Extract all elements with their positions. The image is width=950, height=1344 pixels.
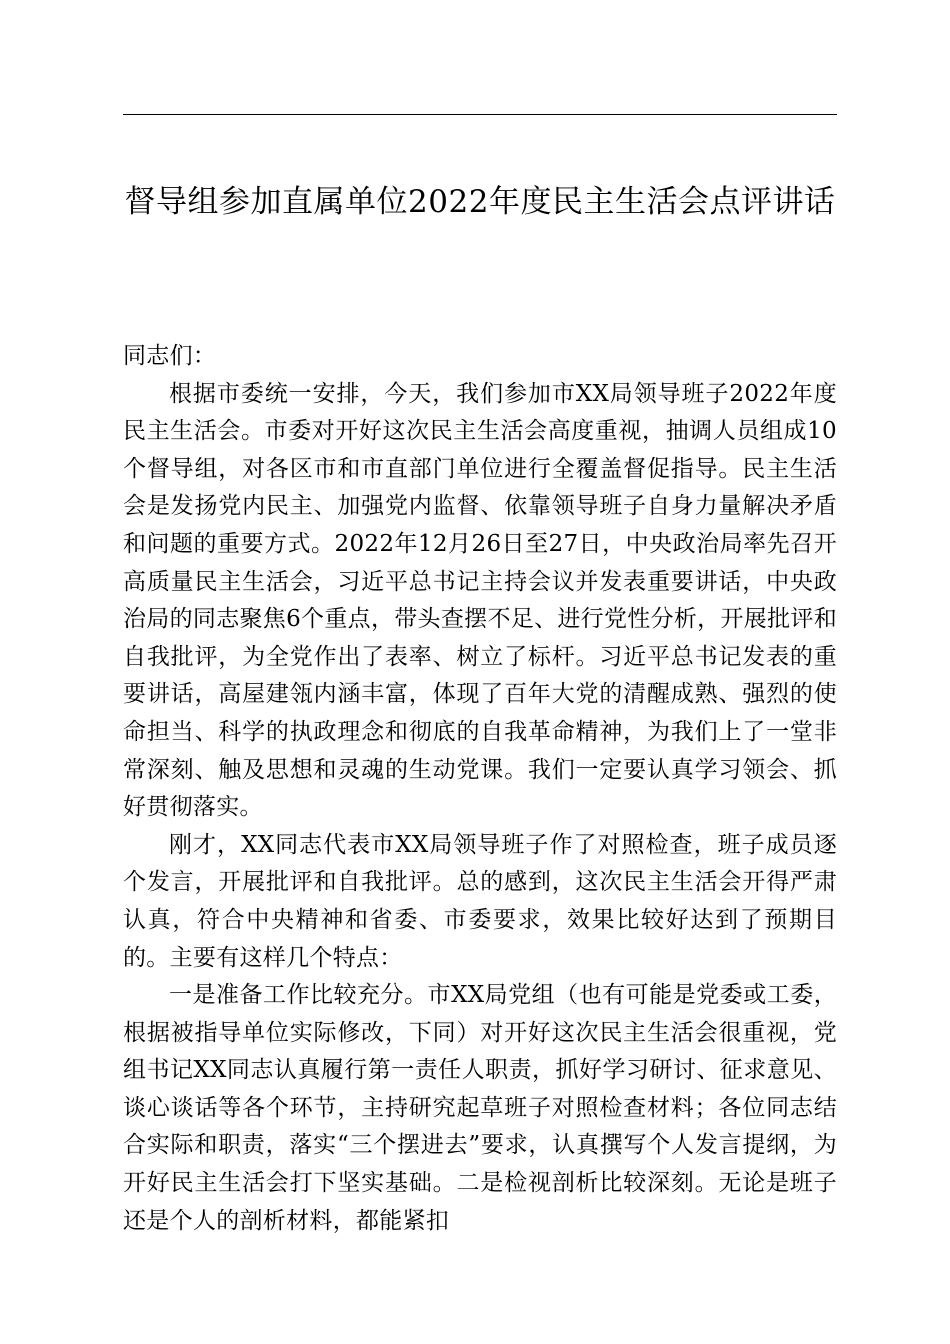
paragraph-3: 一是准备工作比较充分。市XX局党组（也有可能是党委或工委，根据被指导单位实际修改，下同）对开好这次民主生活会很重视，党组书记XX同志认真履行第一责任人职责，抓好学习研讨、征求意见、谈心谈话等各个环节，主持研究起草班子对照检查材料；各位同志结合实际和职责，落实“三个摆进去”要求，认真撰写个人发言提纲，为开好民主生活会打下坚实基础。二是检视剖析比较深刻。无论是班子还是个人的剖析材料，都能紧扣 xyxy=(123,982,837,1234)
salutation: 同志们： xyxy=(123,343,217,369)
document-body xyxy=(123,338,837,1240)
paragraph-1: 根据市委统一安排，今天，我们参加市XX局领导班子2022年度民主生活会。市委对开好这次民主生活会高度重视，抽调人员组成10个督导组，对各区市和市直部门单位进行全覆盖督促指导。民主生活会是发扬党内民主、加强党内监督、依靠领导班子自身力量解决矛盾和问题的重要方式。2022年12月26日至27日，中央政治局率先召开高质量民主生活会，习近平总书记主持会议并发表重要讲话，中央政治局的同志聚焦6个重点，带头查摆不足、进行党性分析，开展批评和自我批评，为全党作出了表率、树立了标杆。习近平总书记发表的重要讲话，高屋建瓴内涵丰富，体现了百年大党的清醒成熟、强烈的使命担当、科学的执政理念和彻底的自我革命精神，为我们上了一堂非常深刻、触及思想和灵魂的生动党课。我们一定要认真学习领会、抓好贯彻落实。 xyxy=(123,380,837,821)
document-title: 督导组参加直属单位2022年度民主生活会点评讲话 xyxy=(124,184,836,220)
header-rule xyxy=(123,114,837,115)
paragraph-2: 刚才，XX同志代表市XX局领导班子作了对照检查，班子成员逐个发言，开展批评和自我批评。总的感到，这次民主生活会开得严肃认真，符合中央精神和省委、市委要求，效果比较好达到了预期目的。主要有这样几个特点： xyxy=(123,831,837,971)
